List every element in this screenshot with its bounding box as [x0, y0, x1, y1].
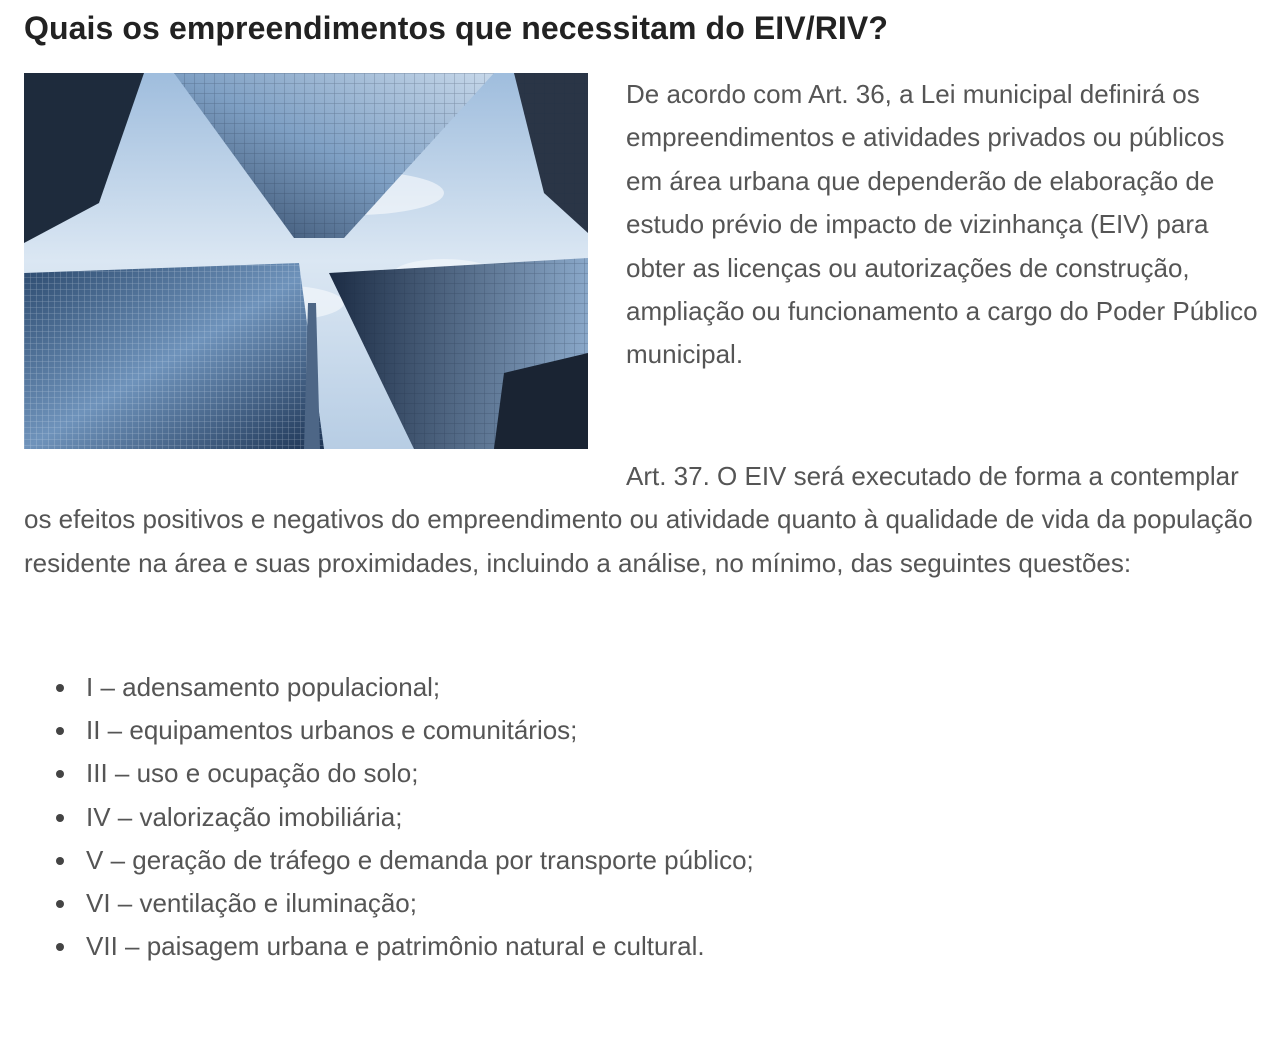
section-title: Quais os empreendimentos que necessitam do EIV/RIV?: [24, 10, 889, 46]
paragraph-art36: De acordo com Art. 36, a Lei municipal definirá os empreendimentos e atividades privados ou públicos em área urbana que dependerão de elaboração de estudo prévio de impacto de vizinhança (EIV) para obter as licenças ou autorizações de construção, ampliação ou funcionamento a cargo do Poder Público municipal.: [626, 79, 1258, 370]
list-item: I – adensamento populacional;: [86, 666, 754, 709]
skyscrapers-image: [24, 73, 588, 449]
questions-list: [24, 666, 754, 968]
list-item: III – uso e ocupação do solo;: [86, 752, 754, 795]
list-item: VII – paisagem urbana e patrimônio natural e cultural.: [86, 925, 754, 968]
list-item: VI – ventilação e iluminação;: [86, 882, 754, 925]
list-item: IV – valorização imobiliária;: [86, 796, 754, 839]
list-item: V – geração de tráfego e demanda por transporte público;: [86, 839, 754, 882]
list-item: II – equipamentos urbanos e comunitários;: [86, 709, 754, 752]
skyscrapers-illustration: [24, 73, 588, 449]
paragraph-art37: Art. 37. O EIV será executado de forma a contemplar os efeitos positivos e negativos do empreendimento ou atividade quanto à qualidade de vida da população residente na área e suas proximidades, incluindo a análise, no mínimo, das seguintes questões:: [24, 461, 1253, 578]
